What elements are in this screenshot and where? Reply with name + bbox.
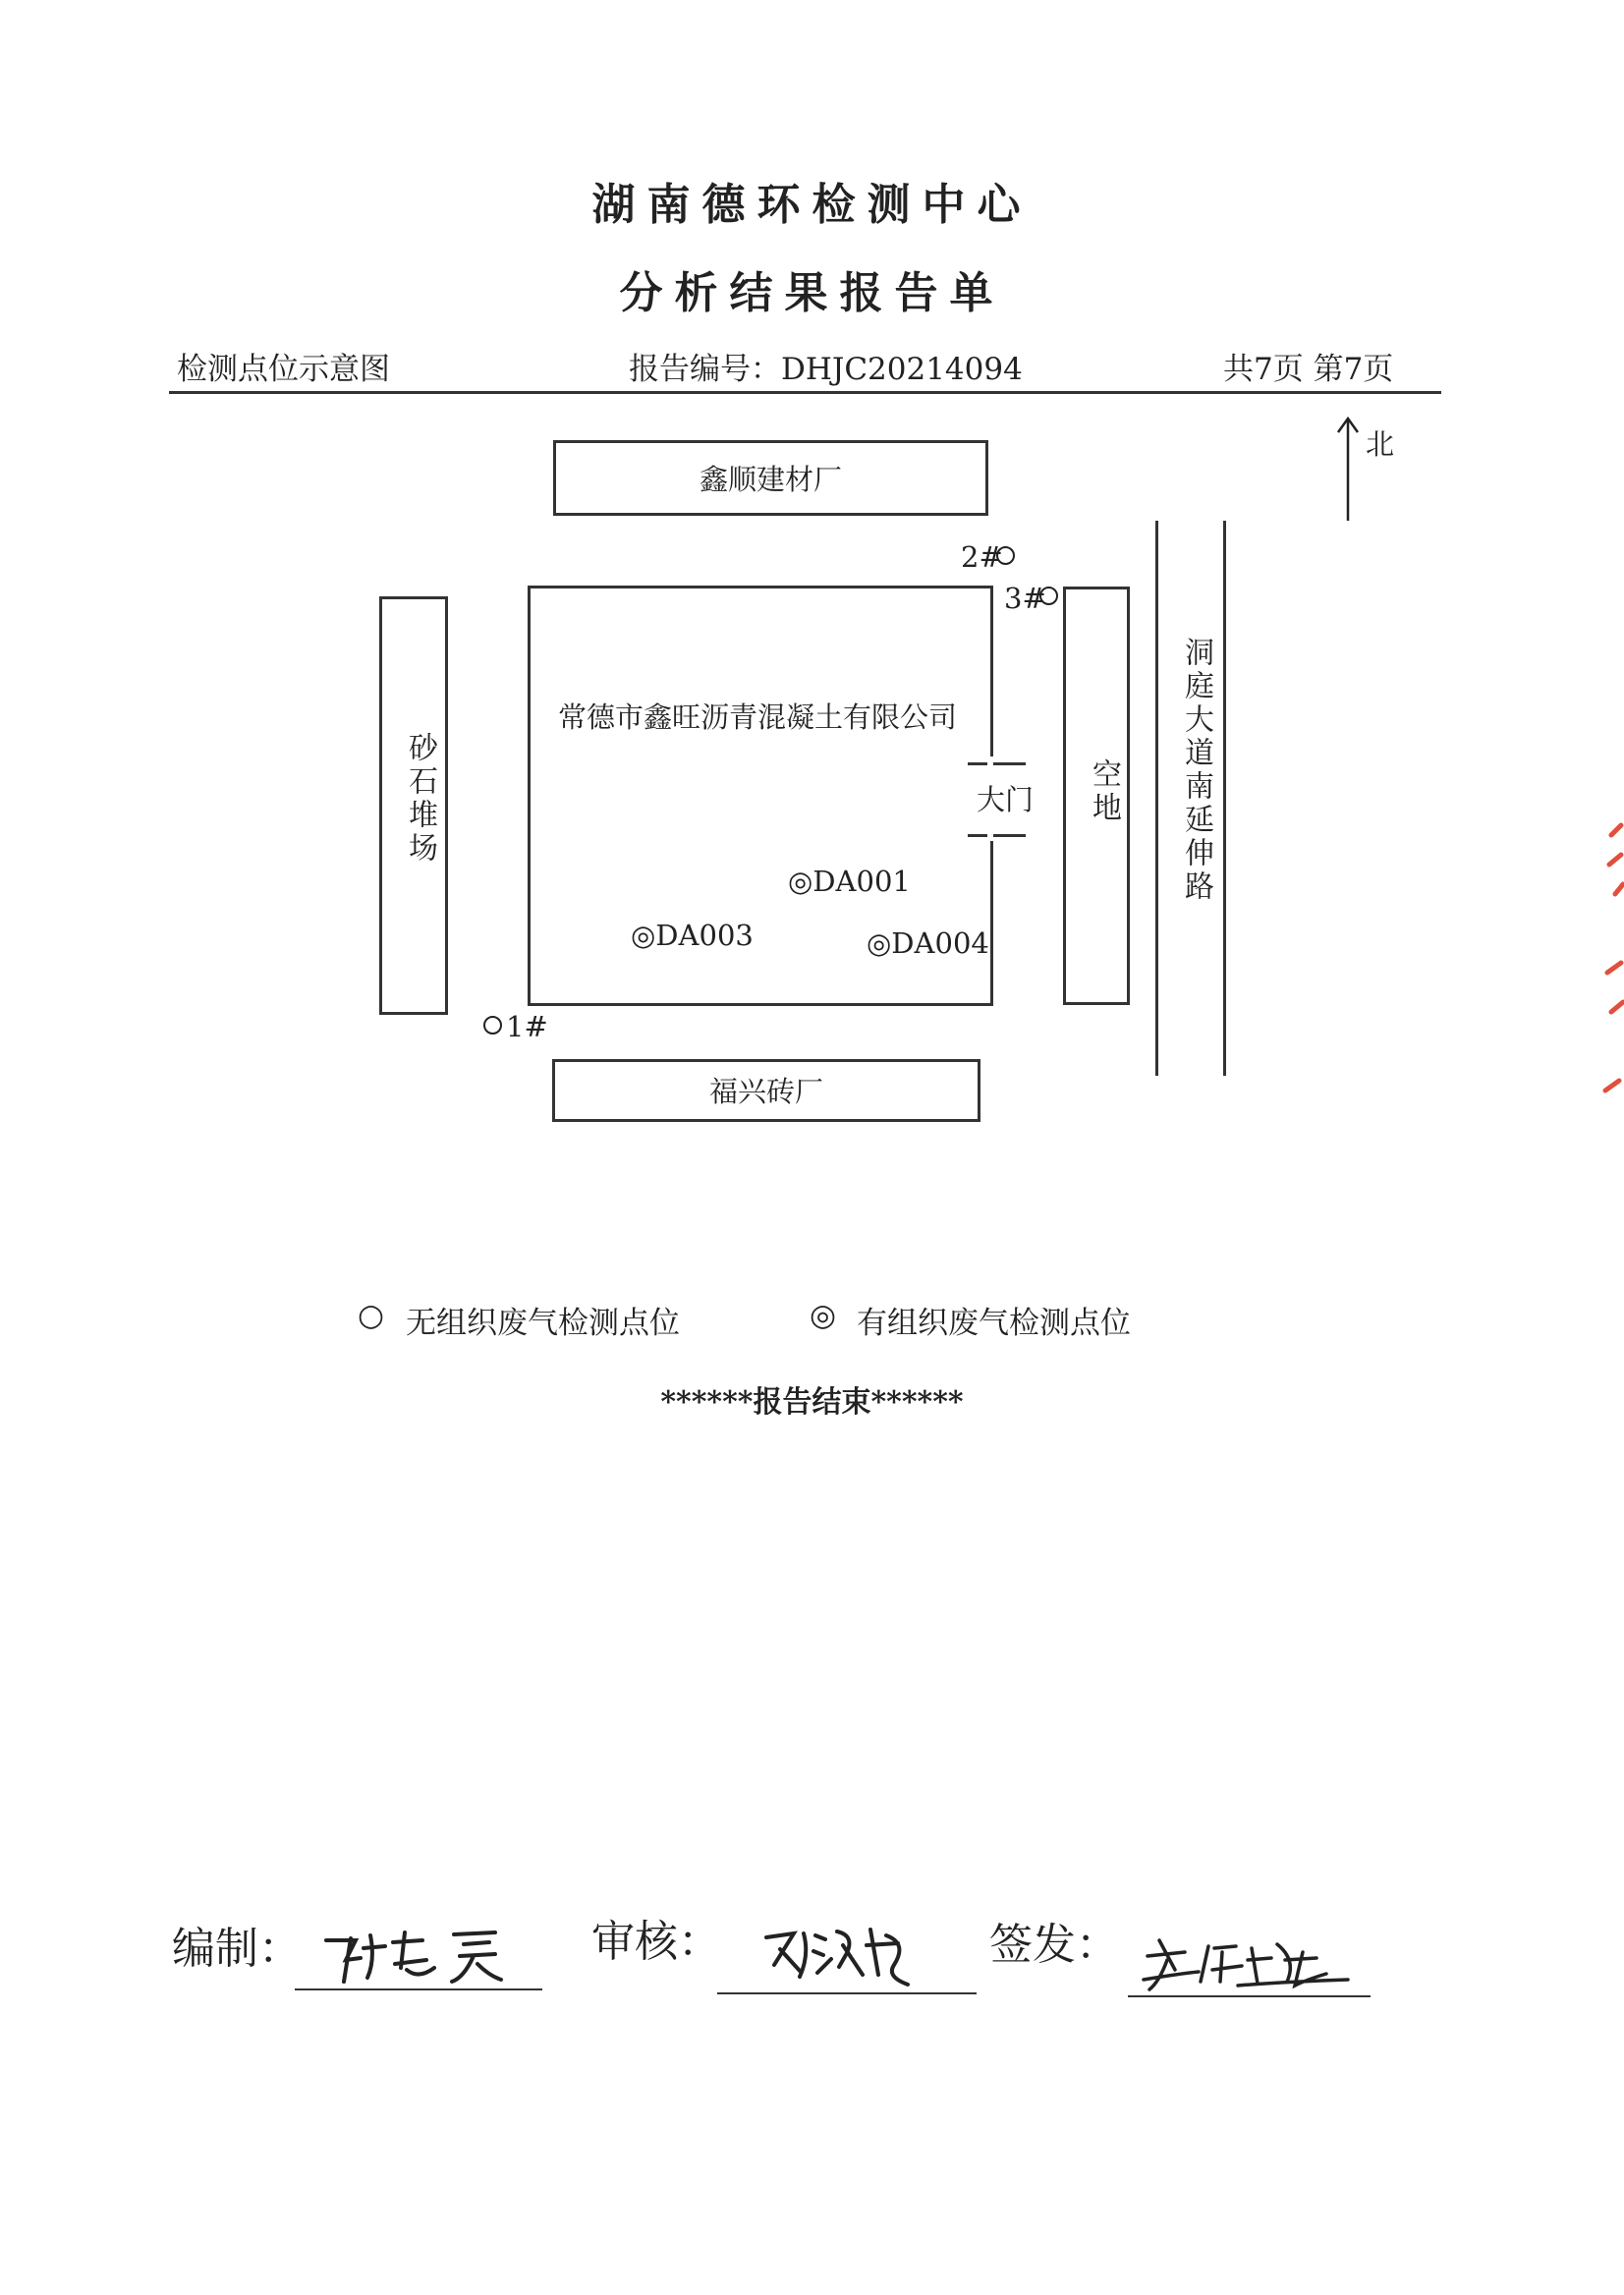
legend-organized-label: 有组织废气检测点位 [857,1306,1131,1341]
north-label: 北 [1366,427,1395,461]
point-1-marker-icon [483,1016,502,1035]
report-end-note: ******报告结束****** [660,1385,964,1420]
reviewer-label: 审核： [591,1917,721,1967]
issuer-label: 签发： [989,1920,1119,1970]
point-da001-label: ◎DA001 [788,865,911,898]
compiler-label: 编制： [172,1924,302,1974]
point-1-label: 1# [506,1010,548,1043]
doc-title: 分析结果报告单 [619,268,1005,318]
north-arrow-icon [1333,415,1363,523]
company-label: 常德市鑫旺沥青混凝土有限公司 [558,700,958,734]
section-label: 检测点位示意图 [177,352,390,387]
point-2-label: 2# [961,540,1003,574]
open-space-label: 空地 [1087,758,1121,825]
bottom-factory-label: 福兴砖厂 [708,1075,823,1108]
legend-unorganized-label: 无组织废气检测点位 [406,1306,680,1341]
road-edge-right [1223,521,1226,1076]
gate-line-bottom [968,834,1026,837]
issuer-signature [1140,1931,1356,1999]
gate-label: 大门 [977,783,1035,816]
left-yard-label: 砂石堆场 [403,732,437,866]
point-da003-label: ◎DA003 [631,919,754,952]
top-factory-label: 鑫顺建材厂 [699,463,842,496]
road-edge-left [1155,521,1158,1076]
gate-line-top [968,762,1026,765]
legend-double-circle-icon: ◎ [810,1298,837,1333]
point-2-marker-icon [996,546,1015,565]
org-title: 湖南德环检测中心 [591,180,1033,230]
point-3-marker-icon [1039,587,1058,605]
point-3-label: 3# [1004,582,1046,615]
compiler-signature [316,1921,513,1989]
stamp-fragment [1582,815,1624,1110]
report-number: 报告编号：DHJC20214094 [629,352,1023,387]
page-indicator: 共7页 第7页 [1223,352,1394,387]
reviewer-signature [760,1916,957,1994]
road-label: 洞庭大道南延伸路 [1179,637,1213,904]
point-da004-label: ◎DA004 [867,926,989,960]
legend-open-circle-icon: ○ [358,1298,385,1333]
